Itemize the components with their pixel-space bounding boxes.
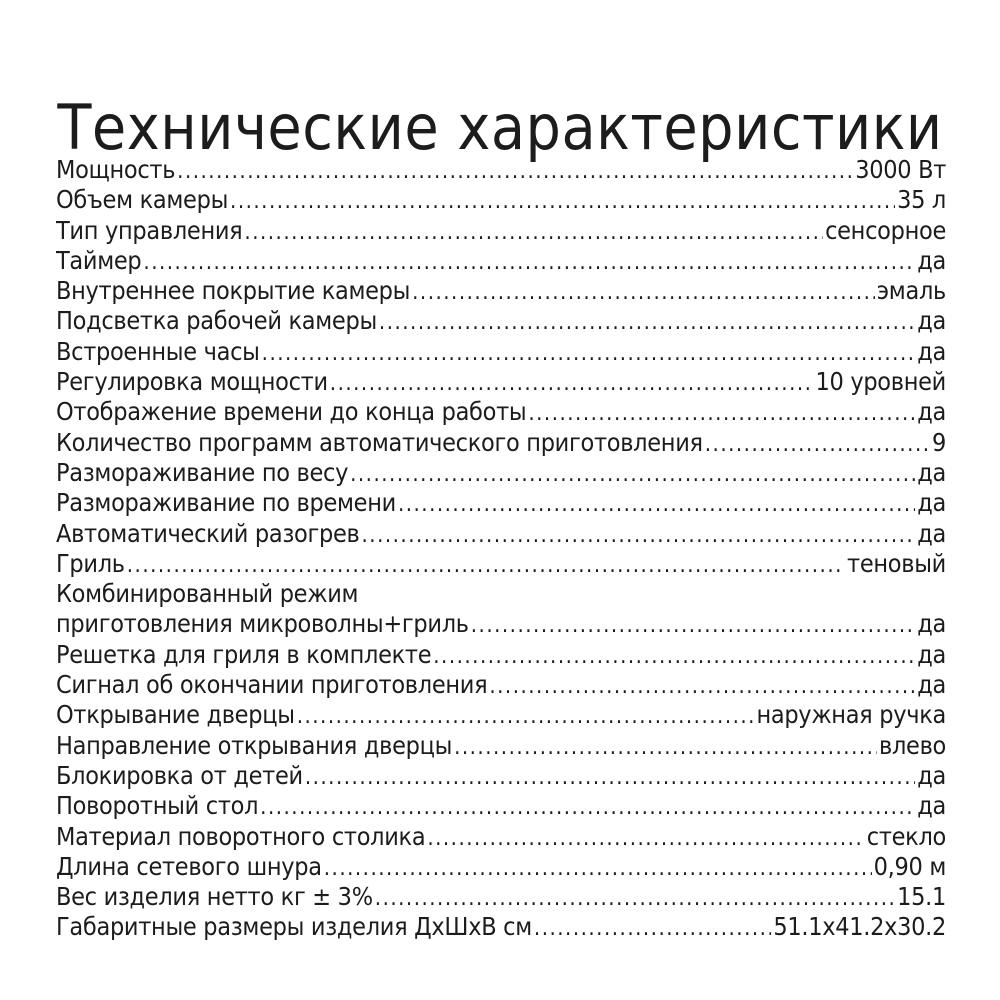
dot-leader — [305, 763, 915, 791]
spec-value: стекло — [866, 821, 946, 851]
page-title: Технические характеристики — [57, 90, 943, 164]
dot-leader — [489, 672, 915, 700]
spec-row — [56, 640, 946, 670]
spec-row — [56, 337, 946, 367]
spec-label: Материал поворотного столика — [56, 821, 426, 851]
spec-row — [56, 791, 946, 821]
spec-row — [56, 246, 946, 276]
spec-row — [56, 488, 946, 518]
dot-leader — [471, 611, 916, 639]
dot-leader — [412, 278, 875, 306]
spec-row — [56, 852, 946, 882]
dot-leader — [705, 430, 930, 458]
spec-value: да — [917, 760, 946, 790]
spec-value: 9 — [931, 427, 946, 457]
spec-label: приготовления микроволны+гриль — [56, 609, 469, 639]
specs-list — [56, 155, 946, 943]
spec-value: да — [917, 397, 946, 427]
spec-label: Блокировка от детей — [56, 760, 303, 790]
spec-value: да — [917, 306, 946, 336]
spec-row — [56, 519, 946, 549]
dot-leader — [330, 369, 814, 397]
spec-value: 51.1x41.2x30.2 — [773, 912, 946, 942]
dot-leader — [143, 248, 915, 276]
dot-leader — [297, 702, 755, 730]
spec-label: Направление открывания дверцы — [56, 730, 453, 760]
spec-row — [56, 609, 946, 639]
spec-label: Подсветка рабочей камеры — [56, 306, 377, 336]
spec-label: Гриль — [56, 548, 125, 578]
spec-value: влево — [879, 730, 946, 760]
spec-row — [56, 428, 946, 458]
dot-leader — [230, 187, 895, 215]
spec-label: Тип управления — [56, 215, 243, 245]
dot-leader — [244, 218, 823, 246]
spec-row — [56, 397, 946, 427]
spec-label: Таймер — [56, 245, 142, 275]
dot-leader — [375, 884, 895, 912]
dot-leader — [534, 914, 771, 942]
spec-value: 35 л — [897, 185, 946, 215]
dot-leader — [454, 733, 877, 761]
spec-row — [56, 367, 946, 397]
dot-leader — [427, 824, 864, 852]
spec-label: Решетка для гриля в комплекте — [56, 639, 432, 669]
spec-value: 0,90 м — [873, 851, 946, 881]
spec-label: Отображение времени до конца работы — [56, 397, 527, 427]
spec-value: сенсорное — [825, 215, 946, 245]
spec-label: Длина сетевого шнура — [56, 851, 322, 881]
dot-leader — [398, 490, 915, 518]
dot-leader — [528, 399, 915, 427]
dot-leader — [127, 551, 845, 579]
dot-leader — [262, 339, 916, 367]
spec-value: наружная ручка — [756, 700, 946, 730]
spec-row — [56, 731, 946, 761]
spec-value: 15.1 — [897, 882, 946, 912]
spec-label: Мощность — [56, 155, 176, 184]
spec-label: Количество программ автоматического приготовления — [56, 427, 703, 457]
spec-row — [56, 458, 946, 488]
spec-label: Комбинированный режим — [56, 579, 359, 609]
spec-row — [56, 822, 946, 852]
dot-leader — [324, 854, 872, 882]
dot-leader — [362, 521, 916, 549]
spec-label: Внутреннее покрытие камеры — [56, 276, 411, 306]
spec-value: да — [917, 488, 946, 518]
spec-label: Размораживание по весу — [56, 457, 349, 487]
spec-label: Автоматический разогрев — [56, 518, 360, 548]
spec-label: Сигнал об окончании приготовления — [56, 670, 488, 700]
spec-row — [56, 276, 946, 306]
spec-row — [56, 155, 946, 185]
dot-leader — [260, 793, 915, 821]
spec-value: да — [917, 245, 946, 275]
dot-leader — [350, 460, 915, 488]
spec-row — [56, 306, 946, 336]
spec-row — [56, 670, 946, 700]
dot-leader — [379, 308, 915, 336]
spec-label: Открывание дверцы — [56, 700, 295, 730]
spec-value: да — [917, 457, 946, 487]
spec-row — [56, 912, 946, 942]
spec-value: да — [917, 670, 946, 700]
spec-row — [56, 185, 946, 215]
spec-value: эмаль — [876, 276, 946, 306]
spec-row-heading — [56, 579, 946, 609]
spec-label: Встроенные часы — [56, 336, 260, 366]
spec-value: да — [917, 518, 946, 548]
spec-label: Габаритные размеры изделия ДхШхВ см — [56, 912, 532, 942]
dot-leader — [177, 157, 853, 185]
dot-leader — [433, 642, 915, 670]
spec-label: Вес изделия нетто кг ± 3% — [56, 882, 373, 912]
spec-label: Объем камеры — [56, 185, 229, 215]
spec-value: 3000 Вт — [855, 155, 946, 184]
spec-label: Поворотный стол — [56, 791, 259, 821]
spec-label: Регулировка мощности — [56, 367, 328, 397]
spec-value: теновый — [847, 548, 946, 578]
spec-row — [56, 882, 946, 912]
spec-value: да — [917, 336, 946, 366]
spec-value: да — [917, 609, 946, 639]
spec-row — [56, 549, 946, 579]
spec-value: 10 уровней — [815, 367, 946, 397]
spec-row — [56, 216, 946, 246]
spec-row — [56, 700, 946, 730]
spec-value: да — [917, 639, 946, 669]
spec-label: Размораживание по времени — [56, 488, 396, 518]
spec-value: да — [917, 791, 946, 821]
spec-row — [56, 761, 946, 791]
